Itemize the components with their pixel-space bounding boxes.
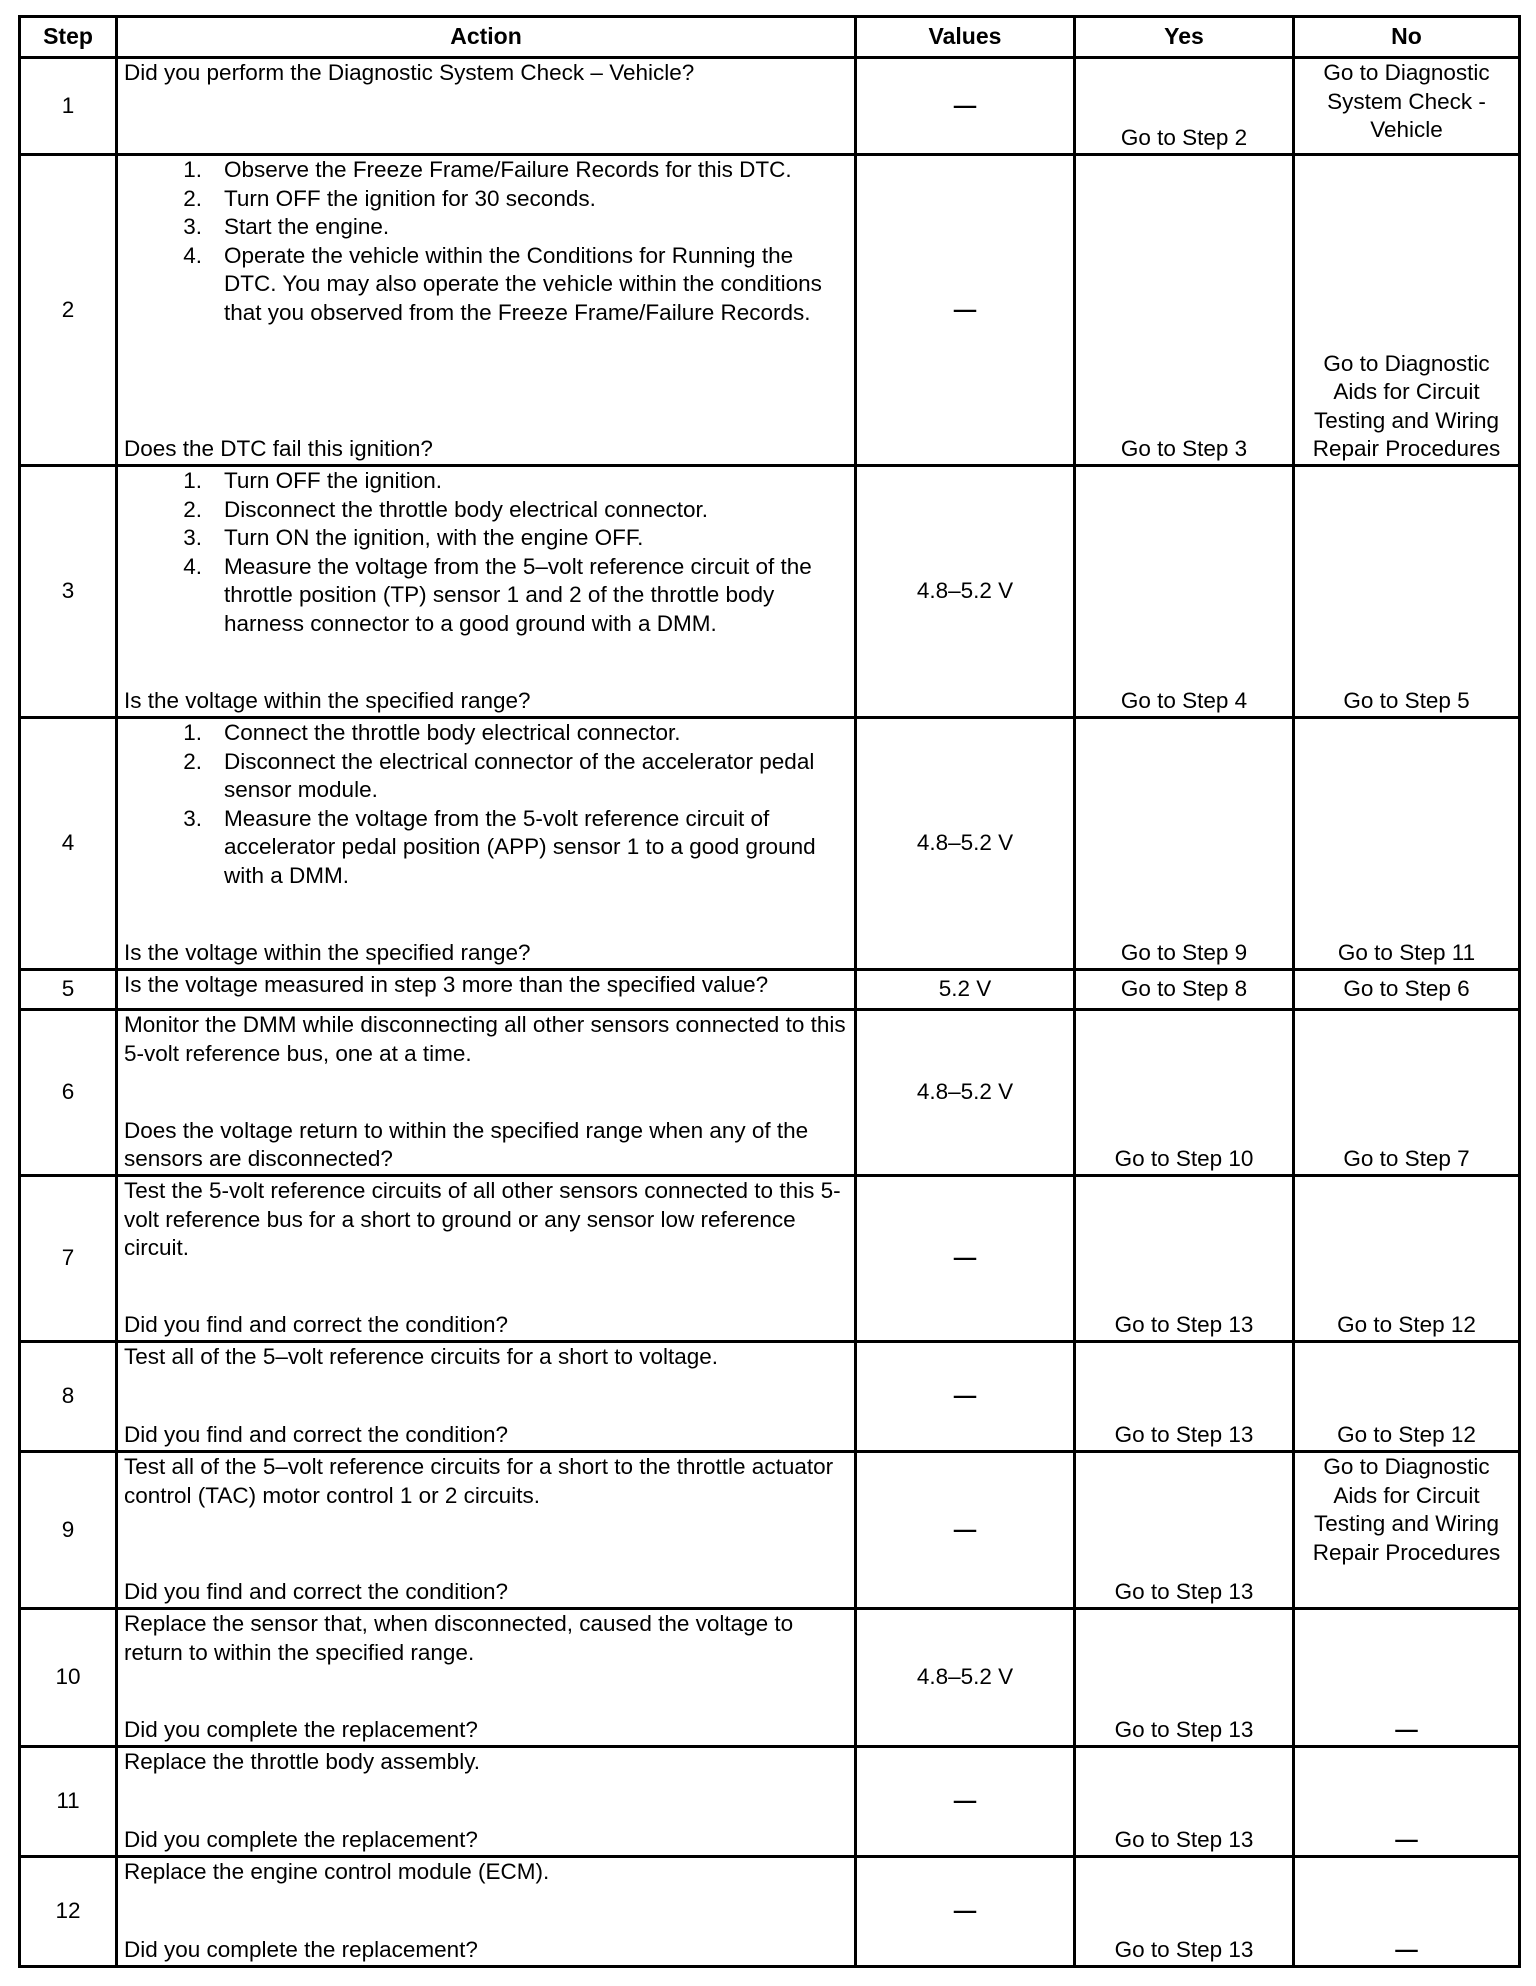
yes-cell: Go to Step 13 <box>1075 1176 1294 1342</box>
header-row <box>20 17 1520 58</box>
action-question: Does the DTC fail this ignition? <box>124 436 433 462</box>
list-item <box>124 805 848 891</box>
action-cell <box>117 58 856 155</box>
values-cell: 4.8–5.2 V <box>856 718 1075 970</box>
action-question: Did you find and correct the condition? <box>124 1579 508 1605</box>
values-cell: — <box>856 1176 1075 1342</box>
action-instructions <box>124 59 848 88</box>
action-intro: Replace the throttle body assembly. <box>124 1749 481 1774</box>
list-item-number: 1. <box>183 720 202 745</box>
action-instructions <box>124 971 848 1000</box>
list-item-number: 4. <box>183 242 202 268</box>
action-question: Did you complete the replacement? <box>124 1937 478 1963</box>
header-values: Values <box>856 17 1075 58</box>
values-cell: — <box>856 155 1075 466</box>
no-cell: Go to Diagnostic System Check - Vehicle <box>1294 58 1520 155</box>
values-cell: — <box>856 1747 1075 1857</box>
table-row <box>20 1609 1520 1747</box>
header-no: No <box>1294 17 1520 58</box>
no-cell: Go to Step 11 <box>1294 718 1520 970</box>
action-cell <box>117 466 856 718</box>
action-instructions <box>124 1177 848 1263</box>
yes-cell: Go to Step 13 <box>1075 1857 1294 1967</box>
values-cell: — <box>856 1857 1075 1967</box>
action-content <box>124 719 848 968</box>
yes-cell: Go to Step 13 <box>1075 1452 1294 1609</box>
step-number: 3 <box>20 466 117 718</box>
action-cell <box>117 1857 856 1967</box>
yes-cell: Go to Step 3 <box>1075 155 1294 466</box>
yes-cell: Go to Step 13 <box>1075 1747 1294 1857</box>
list-item-text: Disconnect the electrical connector of the accelerator pedal sensor module. <box>224 748 815 803</box>
action-content <box>124 971 848 1008</box>
action-question: Is the voltage within the specified range? <box>124 688 531 714</box>
list-item-text: Measure the voltage from the 5-volt reference circuit of accelerator pedal position (APP) sensor 1 to a good ground with a DMM. <box>224 805 816 888</box>
values-cell: 4.8–5.2 V <box>856 466 1075 718</box>
table-body <box>20 58 1520 1967</box>
no-cell: Go to Step 6 <box>1294 970 1520 1010</box>
table-row <box>20 58 1520 155</box>
header-action: Action <box>117 17 856 58</box>
no-cell: Go to Step 12 <box>1294 1342 1520 1452</box>
list-item-number: 2. <box>183 185 202 211</box>
action-cell <box>117 1747 856 1857</box>
table-row <box>20 1857 1520 1967</box>
no-cell: — <box>1294 1747 1520 1857</box>
action-intro: Did you perform the Diagnostic System Check – Vehicle? <box>124 60 695 85</box>
no-cell: — <box>1294 1609 1520 1747</box>
action-instructions <box>124 719 848 890</box>
table-row <box>20 1010 1520 1176</box>
list-item-number: 1. <box>183 468 202 493</box>
action-cell <box>117 718 856 970</box>
action-cell <box>117 1010 856 1176</box>
values-cell: 4.8–5.2 V <box>856 1010 1075 1176</box>
list-item <box>124 719 848 748</box>
table-row <box>20 466 1520 718</box>
list-item <box>124 524 848 553</box>
yes-cell: Go to Step 2 <box>1075 58 1294 155</box>
action-instructions <box>124 1748 848 1777</box>
list-item <box>124 242 848 328</box>
step-number: 12 <box>20 1857 117 1967</box>
step-number: 7 <box>20 1176 117 1342</box>
list-item-text: Turn OFF the ignition for 30 seconds. <box>224 185 596 211</box>
action-intro: Replace the sensor that, when disconnected, caused the voltage to return to within the specified range. <box>124 1611 794 1665</box>
no-cell: Go to Step 5 <box>1294 466 1520 718</box>
action-instructions <box>124 1453 848 1510</box>
table-row <box>20 155 1520 466</box>
diagnostic-table <box>18 15 1521 1968</box>
action-instructions <box>124 1343 848 1372</box>
step-number: 9 <box>20 1452 117 1609</box>
action-content <box>124 1343 848 1450</box>
action-cell <box>117 1452 856 1609</box>
action-instructions <box>124 1610 848 1667</box>
action-intro: Monitor the DMM while disconnecting all other sensors connected to this 5-volt reference bus, one at a time. <box>124 1012 846 1066</box>
action-content <box>124 1858 848 1965</box>
step-number: 5 <box>20 970 117 1010</box>
list-item <box>124 213 848 242</box>
action-cell <box>117 970 856 1010</box>
table-row <box>20 1342 1520 1452</box>
step-number: 2 <box>20 155 117 466</box>
action-instructions <box>124 1011 848 1068</box>
action-question: Did you find and correct the condition? <box>124 1312 508 1338</box>
table-row <box>20 1747 1520 1857</box>
table-row <box>20 718 1520 970</box>
action-steps-list <box>124 719 848 890</box>
action-cell <box>117 1176 856 1342</box>
no-cell: Go to Step 7 <box>1294 1010 1520 1176</box>
list-item-text: Measure the voltage from the 5–volt reference circuit of the throttle position (TP) sensor 1 and 2 of the throttle body harness connector to a good ground with a DMM. <box>224 553 812 636</box>
list-item-number: 3. <box>183 805 202 831</box>
list-item-text: Operate the vehicle within the Conditions for Running the DTC. You may also operate the vehicle within the conditions that you observed from the Freeze Frame/Failure Records. <box>224 242 822 325</box>
yes-cell: Go to Step 8 <box>1075 970 1294 1010</box>
action-question: Did you complete the replacement? <box>124 1717 478 1743</box>
no-cell: Go to Diagnostic Aids for Circuit Testing and Wiring Repair Procedures <box>1294 1452 1520 1609</box>
list-item <box>124 496 848 525</box>
step-number: 8 <box>20 1342 117 1452</box>
list-item <box>124 553 848 639</box>
values-cell: 4.8–5.2 V <box>856 1609 1075 1747</box>
action-question: Is the voltage within the specified range? <box>124 940 531 966</box>
table-row <box>20 1176 1520 1342</box>
yes-cell: Go to Step 13 <box>1075 1342 1294 1452</box>
table-row <box>20 1452 1520 1609</box>
header-yes: Yes <box>1075 17 1294 58</box>
yes-cell: Go to Step 4 <box>1075 466 1294 718</box>
action-intro: Is the voltage measured in step 3 more than the specified value? <box>124 972 769 997</box>
action-content <box>124 467 848 716</box>
action-content <box>124 1453 848 1607</box>
action-intro: Test all of the 5–volt reference circuits for a short to the throttle actuator control (TAC) motor control 1 or 2 circuits. <box>124 1454 834 1508</box>
action-question: Did you find and correct the condition? <box>124 1422 508 1448</box>
action-steps-list <box>124 467 848 638</box>
action-intro: Replace the engine control module (ECM). <box>124 1859 550 1884</box>
yes-cell: Go to Step 13 <box>1075 1609 1294 1747</box>
action-content <box>124 156 848 464</box>
list-item-text: Connect the throttle body electrical connector. <box>224 720 681 745</box>
action-intro: Test the 5-volt reference circuits of all other sensors connected to this 5-volt reference bus for a short to ground or any sensor low reference circuit. <box>124 1178 841 1261</box>
no-cell: — <box>1294 1857 1520 1967</box>
list-item <box>124 748 848 805</box>
header-step: Step <box>20 17 117 58</box>
action-cell <box>117 1342 856 1452</box>
step-number: 10 <box>20 1609 117 1747</box>
list-item-text: Start the engine. <box>224 214 390 240</box>
list-item <box>124 185 848 214</box>
list-item-number: 3. <box>183 525 202 551</box>
list-item-number: 2. <box>183 748 202 774</box>
list-item <box>124 156 848 185</box>
list-item-number: 2. <box>183 496 202 522</box>
action-content <box>124 1610 848 1745</box>
list-item-number: 1. <box>183 157 202 182</box>
list-item-text: Disconnect the throttle body electrical connector. <box>224 496 709 522</box>
action-instructions <box>124 467 848 638</box>
action-content <box>124 1177 848 1340</box>
list-item-number: 4. <box>183 553 202 579</box>
step-number: 6 <box>20 1010 117 1176</box>
list-item-text: Turn OFF the ignition. <box>224 468 443 493</box>
action-cell <box>117 155 856 466</box>
action-steps-list <box>124 156 848 327</box>
action-question: Did you complete the replacement? <box>124 1827 478 1853</box>
action-intro: Test all of the 5–volt reference circuits for a short to voltage. <box>124 1344 719 1369</box>
values-cell: — <box>856 1342 1075 1452</box>
list-item <box>124 467 848 496</box>
values-cell: — <box>856 58 1075 155</box>
action-content <box>124 59 848 153</box>
action-question: Does the voltage return to within the specified range when any of the sensors are disconnected? <box>124 1117 809 1172</box>
step-number: 11 <box>20 1747 117 1857</box>
no-cell: Go to Diagnostic Aids for Circuit Testing and Wiring Repair Procedures <box>1294 155 1520 466</box>
action-content <box>124 1748 848 1855</box>
step-number: 4 <box>20 718 117 970</box>
values-cell: 5.2 V <box>856 970 1075 1010</box>
action-cell <box>117 1609 856 1747</box>
yes-cell: Go to Step 10 <box>1075 1010 1294 1176</box>
action-content <box>124 1011 848 1174</box>
step-number: 1 <box>20 58 117 155</box>
yes-cell: Go to Step 9 <box>1075 718 1294 970</box>
list-item-text: Observe the Freeze Frame/Failure Records for this DTC. <box>224 157 792 182</box>
table-row <box>20 970 1520 1010</box>
values-cell: — <box>856 1452 1075 1609</box>
action-instructions <box>124 156 848 327</box>
action-instructions <box>124 1858 848 1887</box>
list-item-text: Turn ON the ignition, with the engine OFF. <box>224 525 644 551</box>
list-item-number: 3. <box>183 214 202 240</box>
no-cell: Go to Step 12 <box>1294 1176 1520 1342</box>
